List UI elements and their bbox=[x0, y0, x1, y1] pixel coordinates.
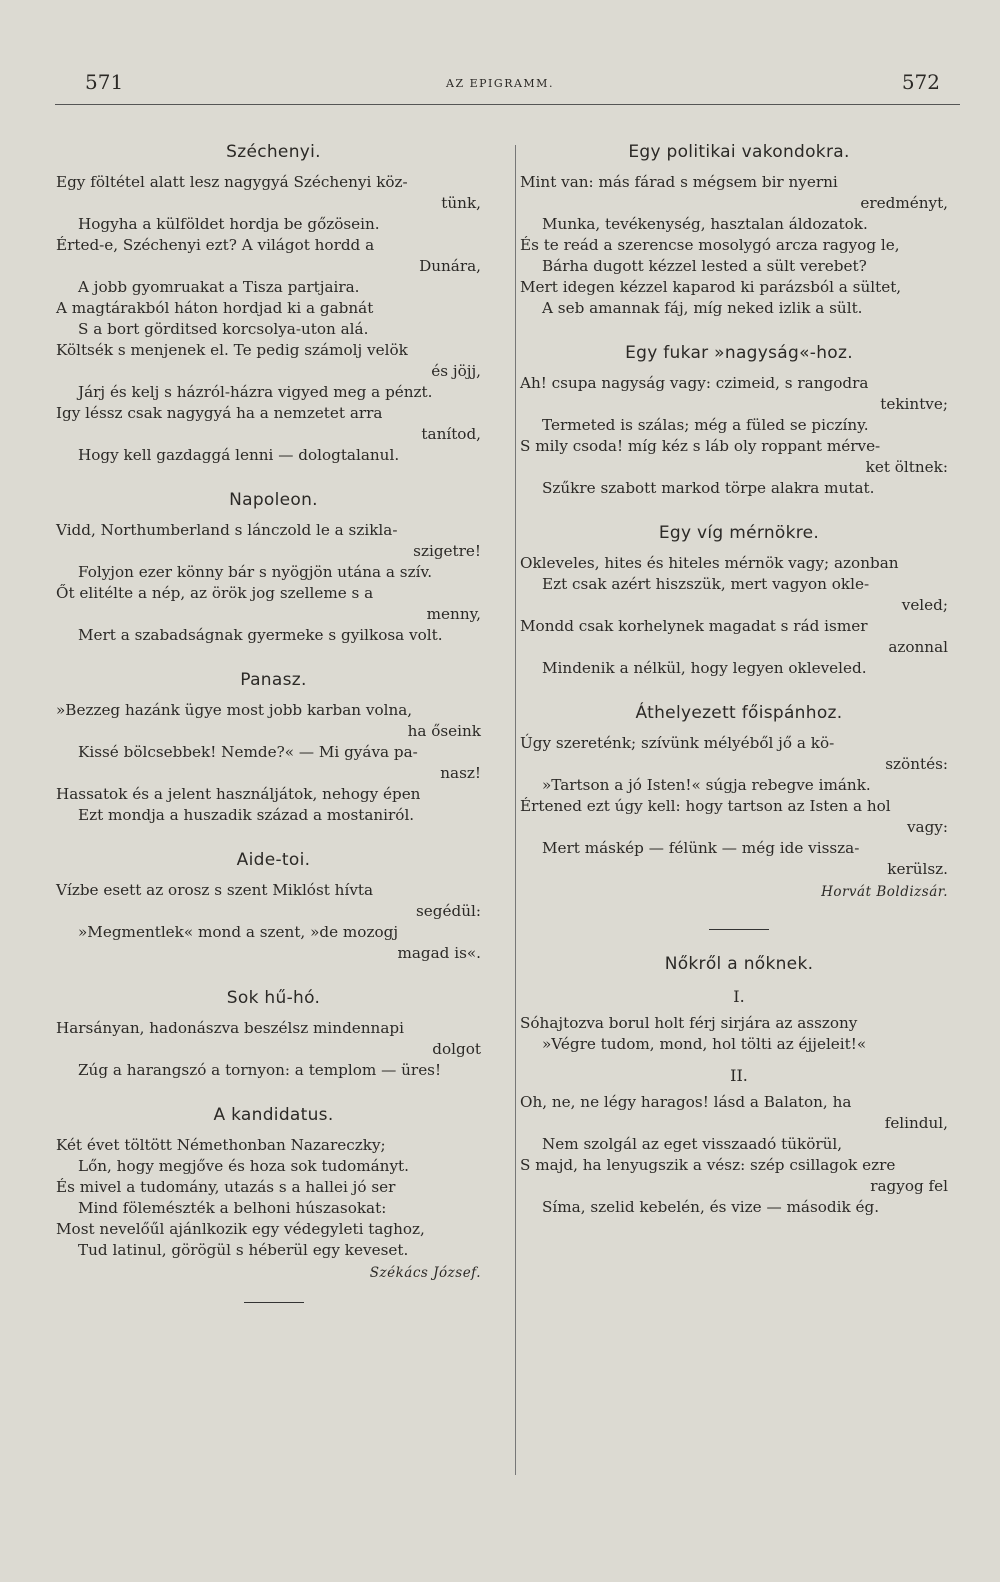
separator-rule bbox=[244, 1302, 304, 1303]
poem-line: segédül: bbox=[416, 902, 481, 920]
poem-line: ha őseink bbox=[407, 722, 481, 740]
poem-line: Úgy szereténk; szívünk mélyéből jő a kö- bbox=[520, 734, 835, 752]
epigram bbox=[520, 521, 958, 679]
poem-line: Mind fölemészték a belhoni húszasokat: bbox=[78, 1199, 387, 1217]
poem-line: Kissé bölcsebbek! Nemde?« — Mi gyáva pa- bbox=[78, 743, 418, 761]
poem-line: Két évet töltött Némethonban Nazareczky; bbox=[56, 1136, 386, 1154]
epigram bbox=[56, 986, 491, 1081]
epigram bbox=[56, 848, 491, 964]
poem-line: vagy: bbox=[906, 818, 948, 836]
epigram bbox=[520, 341, 958, 499]
poem-line: Oh, ne, ne légy haragos! lásd a Balaton, ha bbox=[520, 1093, 852, 1111]
epigram bbox=[56, 140, 491, 466]
poem-line: Termeted is szálas; még a füled se piczíny. bbox=[542, 416, 869, 434]
epigram bbox=[520, 701, 958, 930]
poem-line: Költsék s menjenek el. Te pedig számolj velök bbox=[56, 341, 408, 359]
poem-line: Ezt csak azért hiszszük, mert vagyon okle- bbox=[542, 575, 870, 593]
poem-line: felindul, bbox=[884, 1114, 948, 1132]
poem-line: A seb amannak fáj, míg neked izlik a sült. bbox=[542, 299, 863, 317]
poem-line: Bárha dugott kézzel lested a sült verebet? bbox=[542, 257, 867, 275]
poem-line: szigetre! bbox=[413, 542, 481, 560]
poem-line: tünk, bbox=[441, 194, 481, 212]
epigram bbox=[56, 1103, 491, 1303]
poem-line: nasz! bbox=[440, 764, 481, 782]
poem-line: Hogy kell gazdaggá lenni — dologtalanul. bbox=[78, 446, 400, 464]
poem-line: kerülsz. bbox=[887, 860, 948, 878]
epigram-title: Áthelyezett főispánhoz. bbox=[635, 703, 843, 723]
poem-line: Igy léssz csak nagygyá ha a nemzetet arra bbox=[56, 404, 383, 422]
left-page-number: 571 bbox=[85, 70, 124, 94]
poem-line: szöntés: bbox=[885, 755, 948, 773]
epigram-title: A kandidatus. bbox=[213, 1105, 334, 1125]
poem-line: Okleveles, hites és hiteles mérnök vagy; azonban bbox=[520, 554, 899, 572]
poem-line: menny, bbox=[426, 605, 481, 623]
poem-line: tekintve; bbox=[880, 395, 948, 413]
poem-line: Mindenik a nélkül, hogy legyen okleveled. bbox=[542, 659, 867, 677]
separator-rule bbox=[709, 929, 769, 930]
epigram-title: Egy víg mérnökre. bbox=[658, 523, 820, 543]
poem-line: Vidd, Northumberland s lánczold le a szikla- bbox=[56, 521, 398, 539]
poem-line: Síma, szelid kebelén, és vize — második ég. bbox=[542, 1198, 880, 1216]
poem-line: »Tartson a jó Isten!« súgja rebegve imánk. bbox=[542, 776, 871, 794]
poem-line: és jöjj, bbox=[431, 362, 481, 380]
epigram bbox=[56, 488, 491, 646]
author-signature: Székács József. bbox=[369, 1265, 481, 1281]
poem-line: Ezt mondja a huszadik század a mostaniról. bbox=[78, 806, 415, 824]
author-signature: Horvát Boldizsár. bbox=[821, 884, 948, 900]
poem-line: Mondd csak korhelynek magadat s rád ismer bbox=[520, 617, 868, 635]
poem-line: veled; bbox=[901, 596, 948, 614]
section-numeral: II. bbox=[730, 1066, 748, 1085]
poem-line: És te reád a szerencse mosolygó arcza ragyog le, bbox=[520, 236, 900, 254]
poem-line: Sóhajtozva borul holt férj sirjára az asszony bbox=[520, 1014, 858, 1032]
epigram bbox=[56, 668, 491, 826]
epigram-title: Nőkről a nőknek. bbox=[664, 954, 814, 974]
epigram-title: Panasz. bbox=[240, 670, 307, 690]
poem-line: Mert a szabadságnak gyermeke s gyilkosa volt. bbox=[78, 626, 443, 644]
poem-line: Őt elitélte a nép, az örök jog szelleme s a bbox=[56, 584, 374, 602]
poem-line: S majd, ha lenyugszik a vész: szép csillagok ezre bbox=[520, 1156, 896, 1174]
epigram bbox=[520, 140, 958, 319]
poem-line: Folyjon ezer könny bár s nyögjön utána a szív. bbox=[78, 563, 433, 581]
poem-line: Járj és kelj s házról-házra vigyed meg a pénzt. bbox=[78, 383, 433, 401]
poem-line: Munka, tevékenység, hasztalan áldozatok. bbox=[542, 215, 868, 233]
right-page-number: 572 bbox=[901, 70, 940, 94]
poem-line: Mert máskép — félünk — még ide vissza- bbox=[542, 839, 860, 857]
poem-line: A jobb gyomruakat a Tisza partjaira. bbox=[78, 278, 360, 296]
poem-line: ket öltnek: bbox=[865, 458, 948, 476]
poem-line: eredményt, bbox=[860, 194, 948, 212]
poem-line: Dunára, bbox=[419, 257, 481, 275]
poem-line: Zúg a harangszó a tornyon: a templom — üres! bbox=[78, 1061, 442, 1079]
poem-line: tanítod, bbox=[421, 425, 481, 443]
poem-line: Szűkre szabott markod törpe alakra mutat. bbox=[542, 479, 875, 497]
poem-line: Értened ezt úgy kell: hogy tartson az Isten a hol bbox=[520, 797, 891, 815]
poem-line: A magtárakból háton hordjad ki a gabnát bbox=[56, 299, 374, 317]
poem-line: ragyog fel bbox=[870, 1177, 948, 1195]
poem-line: Mint van: más fárad s mégsem bir nyerni bbox=[520, 173, 838, 191]
poem-line: »Végre tudom, mond, hol tölti az éjjeleit!« bbox=[542, 1035, 867, 1053]
poem-line: magad is«. bbox=[397, 944, 481, 962]
epigram-title: Széchenyi. bbox=[226, 142, 321, 162]
poem-line: És mivel a tudomány, utazás s a hallei jó ser bbox=[56, 1178, 396, 1196]
right-column bbox=[520, 140, 958, 1240]
poem-line: Ah! csupa nagyság vagy: czimeid, s rangodra bbox=[520, 374, 869, 392]
poem-line: Tud latinul, görögül s héberül egy keveset. bbox=[78, 1241, 409, 1259]
poem-line: Mert idegen kézzel kaparod ki parázsból a sültet, bbox=[520, 278, 902, 296]
section-numeral: I. bbox=[733, 987, 745, 1006]
poem-line: Vízbe esett az orosz s szent Miklóst hívta bbox=[56, 881, 374, 899]
poem-line: Lőn, hogy megjőve és hoza sok tudományt. bbox=[78, 1157, 409, 1175]
epigram-title: Napoleon. bbox=[229, 490, 318, 510]
left-column bbox=[56, 140, 491, 1325]
header-rule bbox=[55, 104, 960, 105]
poem-line: »Megmentlek« mond a szent, »de mozogj bbox=[78, 923, 399, 941]
epigram-title: Aide-toi. bbox=[236, 850, 311, 870]
poem-line: Most nevelőűl ajánlkozik egy védegyleti taghoz, bbox=[56, 1220, 425, 1238]
poem-line: Harsányan, hadonászva beszélsz mindennapi bbox=[56, 1019, 404, 1037]
epigram-title: Sok hű-hó. bbox=[226, 988, 321, 1008]
epigram-title: Egy politikai vakondokra. bbox=[628, 142, 850, 162]
poem-line: S a bort görditsed korcsolya-uton alá. bbox=[78, 320, 369, 338]
poem-line: »Bezzeg hazánk ügye most jobb karban volna, bbox=[56, 701, 413, 719]
column-divider bbox=[515, 145, 516, 1475]
poem-line: Érted-e, Széchenyi ezt? A világot hordd a bbox=[56, 236, 375, 254]
poem-line: Egy föltétel alatt lesz nagygyá Széchenyi köz- bbox=[56, 173, 408, 191]
poem-line: S mily csoda! míg kéz s láb oly roppant mérve- bbox=[520, 437, 881, 455]
poem-line: azonnal bbox=[888, 638, 948, 656]
poem-line: Hogyha a külföldet hordja be gőzösein. bbox=[78, 215, 380, 233]
poem-line: dolgot bbox=[432, 1040, 481, 1058]
running-header: AZ EPIGRAMM. bbox=[446, 77, 554, 90]
poem-line: Nem szolgál az eget visszaadó tükörül, bbox=[542, 1135, 843, 1153]
poem-line: Hassatok és a jelent használjátok, nehogy épen bbox=[56, 785, 421, 803]
epigram bbox=[520, 952, 958, 1218]
epigram-title: Egy fukar »nagyság«-hoz. bbox=[625, 343, 853, 363]
